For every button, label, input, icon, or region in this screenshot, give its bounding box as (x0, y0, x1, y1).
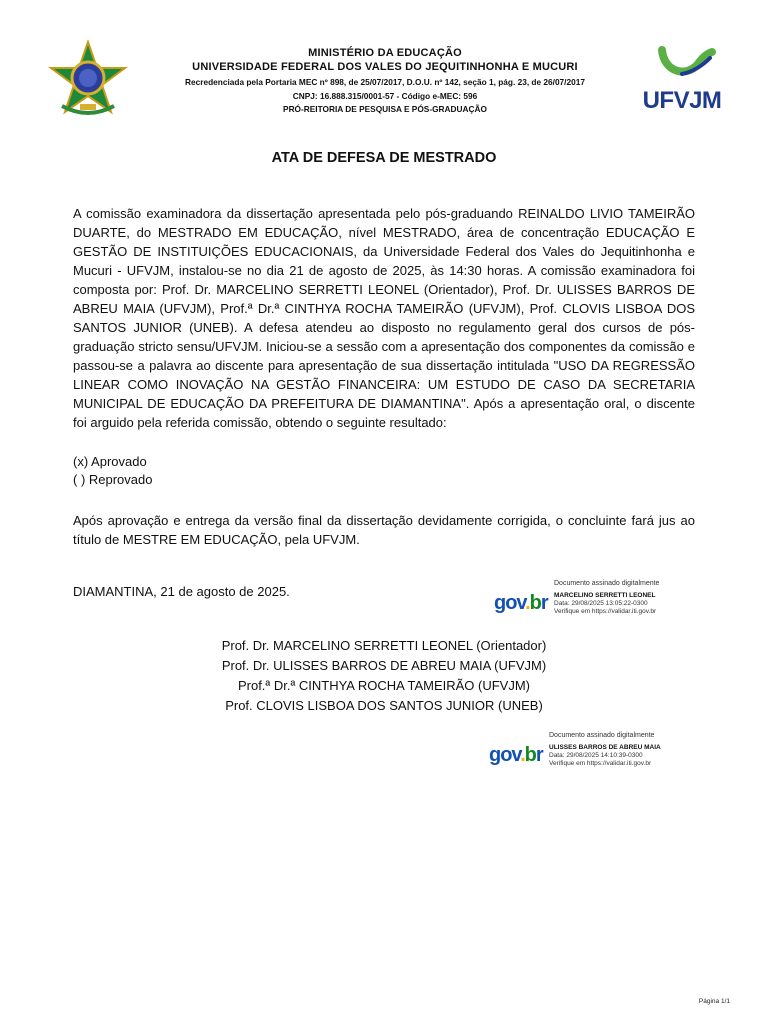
ufvjm-logo (640, 44, 724, 112)
minutes-body-paragraph: A comissão examinadora da dissertação apresentada pelo pós-graduando REINALDO LIVIO TAMEIRÃO DUARTE, do MESTRADO EM EDUCAÇÃO, nível MESTRADO, área de concentração EDUCAÇÃO E GESTÃO DE INSTITUIÇÕES EDUCACIONAIS, da Universidade Federal dos Vales do Jequitinhonha e Mucuri - UFVJM, instalou-se no dia 21 de agosto de 2025, às 14:30 horas. A comissão examinadora foi composta por: Prof. Dr. MARCELINO SERRETTI LEONEL (Orientador), Prof. Dr. ULISSES BARROS DE ABREU MAIA (UFVJM), Prof.ª Dr.ª CINTHYA ROCHA TAMEIRÃO (UFVJM), Prof. CLOVIS LISBOA DOS SANTOS JUNIOR (UNEB). A defesa atendeu ao disposto no regulamento geral dos cursos de pós-graduação stricto sensu/UFVJM. Iniciou-se a sessão com a apresentação dos componentes da comissão e passou-se a palavra ao discente para apresentação de sua dissertação intitulada "USO DA REGRESSÃO LINEAR COMO INOVAÇÃO NA GESTÃO FINANCEIRA: UM ESTUDO DE CASO DA SECRETARIA MUNICIPAL DE EDUCAÇÃO DA PREFEITURA DE DIAMANTINA". Após a apresentação oral, o discente foi arguido pela referida comissão, obtendo o seguinte resultado: (73, 206, 695, 430)
signature-verify-link: Verifique em https://validar.iti.gov.br (554, 608, 657, 615)
signature-verify-link: Verifique em https://validar.iti.gov.br (549, 760, 652, 767)
digital-signature-stamp (489, 732, 689, 776)
committee-member: Prof. Dr. MARCELINO SERRETTI LEONEL (Orientador) (221, 638, 547, 653)
signer-name: ULISSES BARROS DE ABREU MAIA (549, 744, 661, 751)
place-date: DIAMANTINA, 21 de agosto de 2025. (73, 584, 290, 599)
signer-name: MARCELINO SERRETTI LEONEL (554, 592, 656, 599)
cnpj-line: CNPJ: 16.888.315/0001-57 - Código e-MEC: 596 (292, 91, 478, 101)
department-line: PRÓ-REITORIA DE PESQUISA E PÓS-GRADUAÇÃO (283, 104, 487, 114)
signature-heading: Documento assinado digitalmente (554, 580, 660, 587)
signature-date: Data: 29/08/2025 14:10:39-0300 (549, 752, 643, 759)
result-approved: (x) Aprovado (73, 454, 147, 469)
conclusion-paragraph: Após aprovação e entrega da versão final da dissertação devidamente corrigida, o concluinte fará jus ao título de MESTRE EM EDUCAÇÃO, pela UFVJM. (73, 513, 695, 547)
ministry-heading: MINISTÉRIO DA EDUCAÇÃO (308, 47, 462, 59)
accreditation-line: Recredenciada pela Portaria MEC nº 898, de 25/07/2017, D.O.U. nº 142, seção 1, pág. 23, de 26/07/2017 (185, 77, 585, 87)
document-title: ATA DE DEFESA DE MESTRADO (271, 150, 497, 166)
ufvjm-logo-text: UFVJM (642, 87, 722, 114)
signature-date: Data: 29/08/2025 13:05:22-0300 (554, 600, 648, 607)
committee-member: Prof. Dr. ULISSES BARROS DE ABREU MAIA (UFVJM) (221, 658, 547, 673)
ufvjm-wave-logo-icon (640, 44, 724, 86)
committee-list (0, 636, 768, 716)
gov-br-logo: gov.br (494, 592, 548, 614)
page-number: Página 1/1 (698, 998, 730, 1005)
signature-heading: Documento assinado digitalmente (549, 732, 655, 739)
committee-member: Prof.ª Dr.ª CINTHYA ROCHA TAMEIRÃO (UFVJM) (237, 678, 531, 693)
brazil-coat-of-arms-icon (48, 40, 128, 120)
university-heading: UNIVERSIDADE FEDERAL DOS VALES DO JEQUITINHONHA E MUCURI (192, 61, 578, 73)
committee-member: Prof. CLOVIS LISBOA DOS SANTOS JUNIOR (UNEB) (225, 698, 543, 713)
result-rejected: ( ) Reprovado (73, 472, 153, 487)
digital-signature-stamp (494, 580, 694, 624)
gov-br-logo: gov.br (489, 744, 543, 766)
